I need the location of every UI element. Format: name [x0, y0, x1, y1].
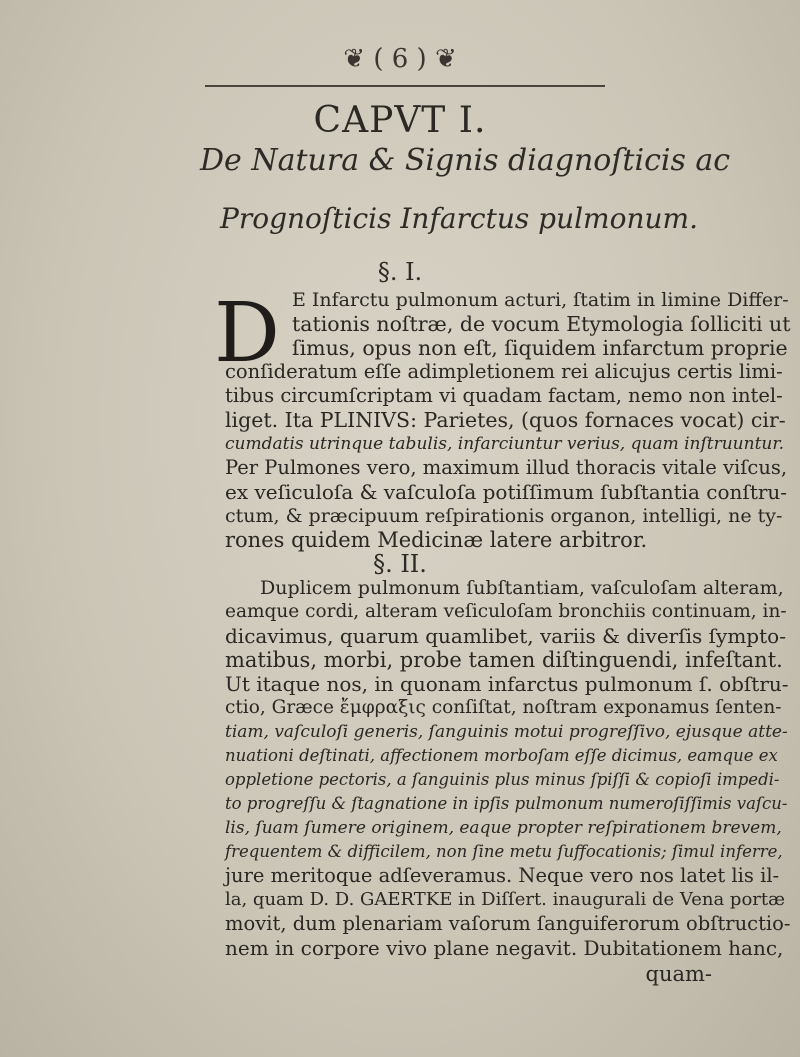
text-line: jure meritoque adſeveramus. Neque vero nos latet lis il-: [225, 864, 780, 887]
section-2-label: §. II.: [373, 550, 427, 578]
text-line: oppletione pectoris, a ſanguinis plus minus ſpiſſi & copioſi impedi-: [225, 770, 780, 789]
chapter-title-line-2: Prognoſticis Infarctus pulmonum.: [220, 202, 698, 235]
text-line: ctio, Græce ἔμφραξις conſiſtat, noſtram exponamus ſenten-: [225, 697, 782, 718]
text-line: E Infarctu pulmonum acturi, ſtatim in limine Differ-: [292, 289, 789, 311]
text-line: tibus circumſcriptam vi quadam factam, nemo non intel-: [225, 384, 783, 407]
text-line: ſimus, opus non eſt, ſiquidem infarctum proprie: [292, 336, 788, 360]
text-line: ctum, & præcipuum reſpirationis organon, intelligi, ne ty-: [225, 505, 783, 527]
text-line: eamque cordi, alteram veſiculoſam bronchiis continuam, in-: [225, 601, 787, 622]
text-line: rones quidem Medicinæ latere arbitror.: [225, 528, 648, 552]
catchword: quam-: [645, 962, 712, 986]
text-line: dicavimus, quarum quamlibet, variis & diverſis ſympto-: [225, 624, 786, 648]
text-line: movit, dum plenariam vaſorum ſanguiferorum obſtructio-: [225, 912, 791, 935]
text-line: lis, ſuam ſumere originem, eaque propter reſpirationem brevem,: [225, 818, 782, 838]
section-1-label: §. I.: [377, 258, 423, 286]
text-line: Duplicem pulmonum ſubſtantiam, vaſculoſam alteram,: [260, 577, 784, 599]
text-line: tationis noſtræ, de vocum Etymologia ſolliciti ut: [292, 312, 791, 336]
text-line: Ut itaque nos, in quonam infarctus pulmonum ſ. obſtru-: [225, 672, 789, 696]
header-rule: [205, 85, 605, 87]
text-line: liget. Ita PLINIVS: Parietes, (quos fornaces vocat) cir-: [225, 408, 786, 432]
text-line: conſideratum eſſe adimpletionem rei alicujus certis limi-: [225, 360, 783, 383]
text-line: to progreſſu & ſtagnatione in ipſis pulmonum numeroſiſſimis vaſcu-: [225, 794, 788, 813]
text-line: nuationi deſtinati, affectionem morboſam eſſe dicimus, eamque ex: [225, 746, 778, 765]
header-ornament: [240, 40, 560, 78]
text-line: cumdatis utrinque tabulis, infarciuntur verius, quam inſtruuntur.: [225, 434, 785, 454]
text-line: ex veſiculoſa & vaſculoſa potiſſimum ſubſtantia conſtru-: [225, 480, 788, 504]
text-line: matibus, morbi, probe tamen diſtinguendi, infeſtant.: [225, 648, 783, 672]
text-line: Per Pulmones vero, maximum illud thoracis vitale viſcus,: [225, 456, 788, 479]
text-line: tiam, vaſculoſi generis, ſanguinis motui progreſſivo, ejusque atte-: [225, 722, 788, 742]
text-line: la, quam D. D. GAERTKE in Diſſert. inaugurali de Vena portæ: [225, 889, 786, 910]
chapter-title-line-1: De Natura & Signis diagnoſticis ac: [200, 143, 731, 178]
text-line: nem in corpore vivo plane negavit. Dubitationem hanc,: [225, 936, 784, 960]
text-line: frequentem & difficilem, non ſine metu ſuffocationis; ſimul inferre,: [225, 842, 783, 861]
drop-cap: D: [214, 286, 280, 381]
ornament-text: ❦ ( 6 ) ❦: [343, 44, 457, 74]
chapter-heading: CAPVT I.: [313, 100, 487, 141]
